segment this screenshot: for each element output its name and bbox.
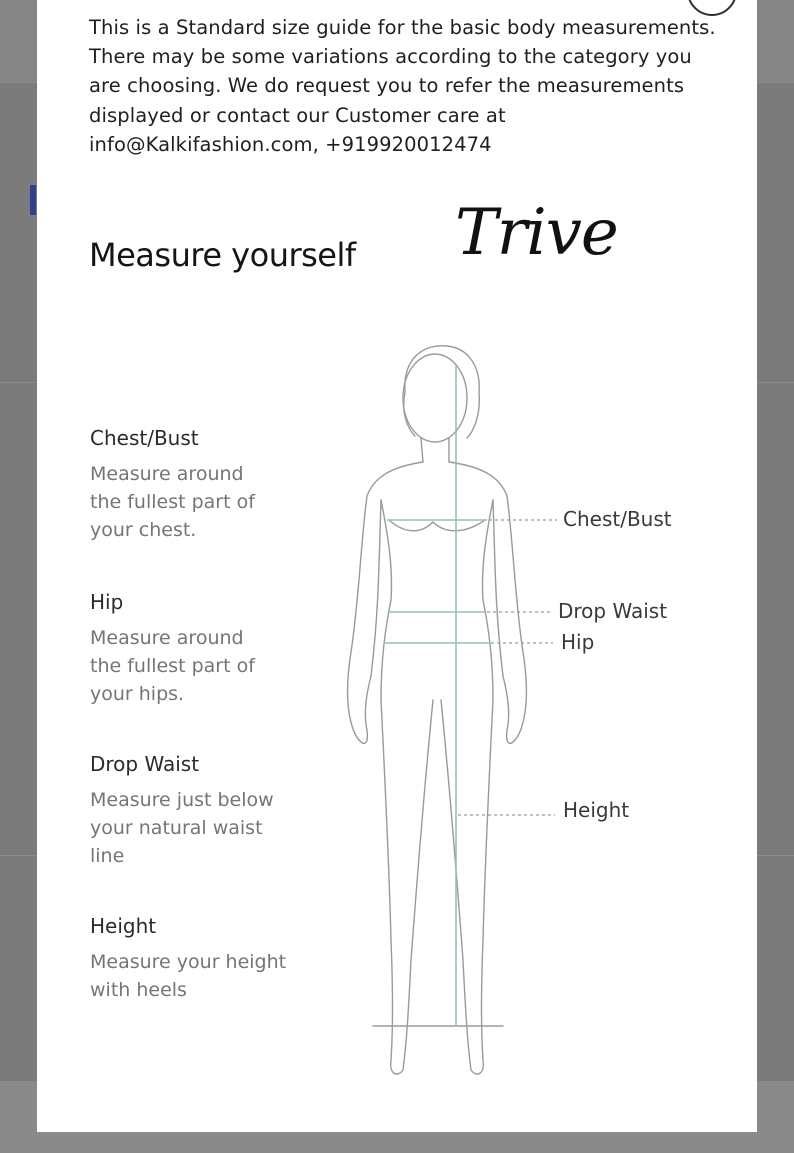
size-guide-dialog bbox=[37, 0, 757, 1132]
background-divider bbox=[757, 855, 794, 856]
size-guide-intro: This is a Standard size guide for the basic body measurements. There may be some variations according to the category you are choosing. We do request you to refer the measurements displayed or contact our Customer care at info@Kalkifashion.com, +919920012474 bbox=[89, 16, 716, 156]
guide-heading: Chest/Bust bbox=[90, 426, 199, 450]
callout-height: Height bbox=[563, 798, 630, 822]
callout-drop-waist: Drop Waist bbox=[558, 599, 668, 623]
guide-description: Measure your height with heels bbox=[90, 951, 287, 1001]
background-divider bbox=[0, 382, 37, 383]
body-outline bbox=[348, 346, 527, 1074]
callout-leaders bbox=[458, 520, 557, 815]
background-divider bbox=[0, 855, 37, 856]
guide-heading: Height bbox=[90, 914, 157, 938]
measurement-lines bbox=[385, 366, 489, 1026]
guide-description: Measure just below your natural waist line bbox=[90, 789, 274, 867]
callout-chest-bust: Chest/Bust bbox=[563, 507, 672, 531]
guide-heading: Hip bbox=[90, 590, 124, 614]
guide-description: Measure around the fullest part of your chest. bbox=[90, 463, 255, 541]
callout-hip: Hip bbox=[561, 630, 595, 654]
background-accent-mark bbox=[30, 185, 36, 215]
background-divider bbox=[757, 382, 794, 383]
brand-logo: Trive bbox=[455, 196, 618, 270]
body-measurement-figure bbox=[37, 0, 757, 1132]
guide-heading: Drop Waist bbox=[90, 752, 200, 776]
measure-yourself-title: Measure yourself bbox=[89, 236, 356, 274]
guide-description: Measure around the fullest part of your hips. bbox=[90, 627, 255, 705]
